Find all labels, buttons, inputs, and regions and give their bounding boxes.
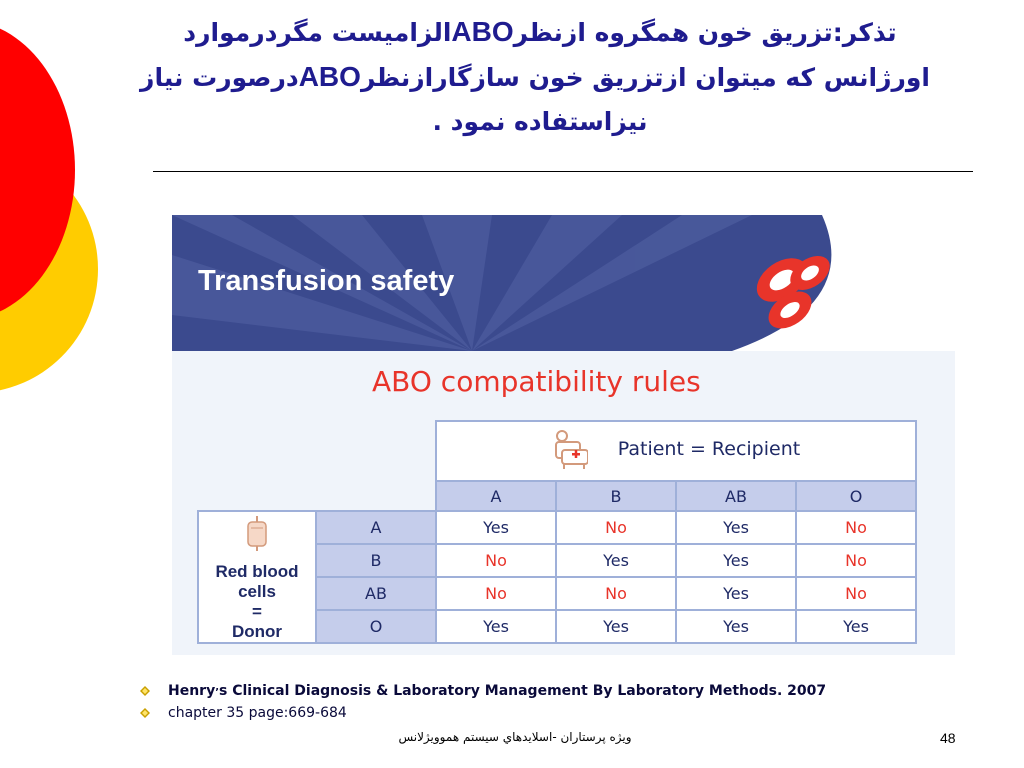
diamond-bullet-icon bbox=[140, 686, 150, 696]
banner-title: Transfusion safety bbox=[198, 265, 455, 297]
table-corner bbox=[316, 481, 436, 511]
table-corner bbox=[198, 421, 316, 481]
donor-label-line: cells bbox=[238, 582, 276, 601]
page-number: 48 bbox=[940, 730, 956, 746]
compat-cell: Yes bbox=[676, 577, 796, 610]
title-line-2-part-2: درصورت نیاز bbox=[140, 63, 299, 92]
table-corner bbox=[316, 421, 436, 481]
row-header: AB bbox=[316, 577, 436, 610]
hospital-bed-icon bbox=[552, 428, 588, 470]
reference-item bbox=[140, 680, 826, 702]
reference-apostrophe: ’ bbox=[215, 687, 220, 698]
title-line-3 bbox=[150, 100, 930, 144]
diamond-bullet-icon bbox=[140, 708, 150, 718]
patient-label: Patient = Recipient bbox=[617, 438, 801, 460]
donor-label bbox=[199, 562, 315, 642]
title-line-1 bbox=[150, 10, 930, 55]
reference-text bbox=[168, 683, 826, 699]
figure-banner bbox=[172, 215, 955, 351]
column-header: AB bbox=[676, 481, 796, 511]
title-line-1-abo: ABO bbox=[451, 16, 514, 47]
compat-cell: Yes bbox=[676, 544, 796, 577]
compat-cell: No bbox=[556, 577, 676, 610]
blood-bag-icon bbox=[245, 516, 269, 552]
reference-text: chapter 35 page:669-684 bbox=[168, 705, 347, 721]
compat-cell: No bbox=[796, 544, 916, 577]
donor-label-line: = bbox=[252, 602, 262, 621]
compat-cell: Yes bbox=[436, 610, 556, 643]
slide-footer: ويژه پرستاران -اسلايدهاي سيستم هموويژلانس bbox=[398, 730, 632, 744]
figure-subtitle: ABO compatibility rules bbox=[372, 365, 701, 398]
compat-cell: Yes bbox=[556, 610, 676, 643]
compat-cell: No bbox=[796, 577, 916, 610]
compat-cell: No bbox=[556, 511, 676, 544]
reference-item bbox=[140, 702, 826, 724]
title-line-2 bbox=[140, 55, 930, 100]
compat-cell: Yes bbox=[556, 544, 676, 577]
title-line-3-part-1: نیزاستفاده نمود . bbox=[432, 107, 648, 136]
references-list bbox=[140, 680, 826, 724]
table-row bbox=[198, 511, 916, 544]
donor-header bbox=[198, 511, 316, 643]
row-header: B bbox=[316, 544, 436, 577]
compat-cell: Yes bbox=[796, 610, 916, 643]
row-header: A bbox=[316, 511, 436, 544]
title-line-2-abo: ABO bbox=[298, 61, 361, 92]
title-line-1-part-1: تذکر:تزریق خون همگروه ازنظر bbox=[513, 18, 897, 47]
column-header: A bbox=[436, 481, 556, 511]
row-header: O bbox=[316, 610, 436, 643]
title-line-2-part-1: اورژانس که میتوان ازتزریق خون سازگارازنظر bbox=[360, 63, 930, 92]
title-line-1-part-2: الزامیست مگردرموارد bbox=[183, 18, 452, 47]
column-header: O bbox=[796, 481, 916, 511]
title-divider bbox=[153, 171, 973, 172]
slide-title bbox=[140, 10, 930, 144]
compat-cell: No bbox=[796, 511, 916, 544]
table-corner bbox=[198, 481, 316, 511]
compat-cell: No bbox=[436, 544, 556, 577]
abo-compatibility-table bbox=[197, 420, 917, 644]
reference-text-part: Henry bbox=[168, 683, 216, 699]
patient-header bbox=[436, 421, 916, 481]
compat-cell: Yes bbox=[676, 511, 796, 544]
donor-label-line: Red blood bbox=[215, 562, 299, 581]
compat-cell: Yes bbox=[436, 511, 556, 544]
abo-compatibility-figure bbox=[172, 215, 955, 655]
column-header: B bbox=[556, 481, 676, 511]
compat-cell: Yes bbox=[676, 610, 796, 643]
reference-text-part: s Clinical Diagnosis & Laboratory Management By Laboratory Methods. 2007 bbox=[219, 683, 827, 699]
compat-cell: No bbox=[436, 577, 556, 610]
donor-label-line: Donor bbox=[231, 622, 283, 641]
